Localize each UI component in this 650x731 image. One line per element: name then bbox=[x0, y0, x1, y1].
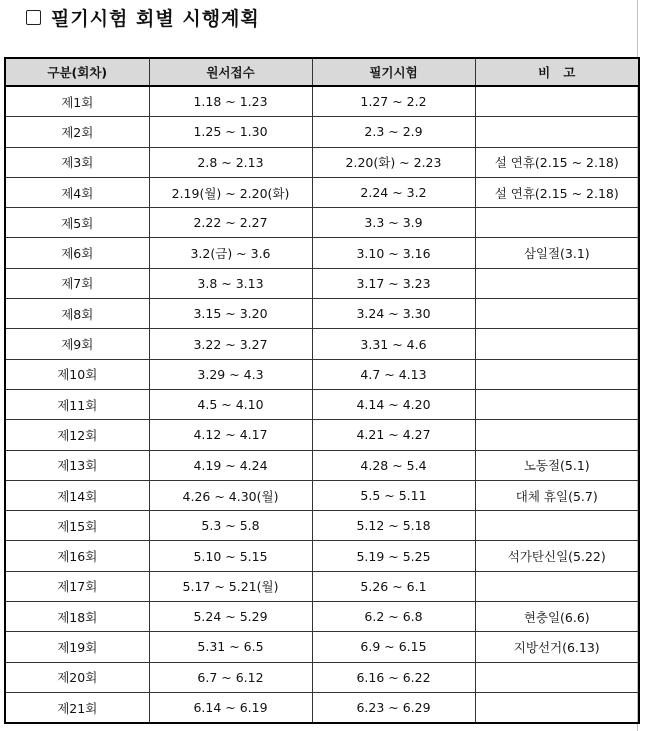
cell-round: 제6회 bbox=[5, 238, 149, 268]
header-note: 비 고 bbox=[475, 58, 639, 86]
cell-application: 5.31 ~ 6.5 bbox=[149, 632, 312, 662]
cell-application: 2.19(월) ~ 2.20(화) bbox=[149, 177, 312, 207]
cell-exam: 3.10 ~ 3.16 bbox=[312, 238, 475, 268]
cell-note bbox=[475, 662, 639, 692]
cell-exam: 4.14 ~ 4.20 bbox=[312, 389, 475, 419]
cell-exam: 6.9 ~ 6.15 bbox=[312, 632, 475, 662]
page-title bbox=[26, 2, 260, 32]
cell-round: 제2회 bbox=[5, 117, 149, 147]
cell-application: 5.17 ~ 5.21(월) bbox=[149, 571, 312, 601]
cell-round: 제3회 bbox=[5, 147, 149, 177]
cell-application: 4.5 ~ 4.10 bbox=[149, 389, 312, 419]
cell-application: 4.12 ~ 4.17 bbox=[149, 420, 312, 450]
checkbox-square-icon bbox=[26, 10, 41, 25]
cell-exam: 3.3 ~ 3.9 bbox=[312, 208, 475, 238]
cell-note: 석가탄신일(5.22) bbox=[475, 541, 639, 571]
cell-note: 현충일(6.6) bbox=[475, 602, 639, 632]
table-row bbox=[5, 662, 639, 692]
cell-note: 대체 휴일(5.7) bbox=[475, 480, 639, 510]
cell-round: 제13회 bbox=[5, 450, 149, 480]
table-row bbox=[5, 450, 639, 480]
cell-round: 제18회 bbox=[5, 602, 149, 632]
cell-exam: 5.19 ~ 5.25 bbox=[312, 541, 475, 571]
cell-exam: 5.5 ~ 5.11 bbox=[312, 480, 475, 510]
table-row bbox=[5, 511, 639, 541]
cell-exam: 3.31 ~ 4.6 bbox=[312, 329, 475, 359]
cell-exam: 6.23 ~ 6.29 bbox=[312, 692, 475, 723]
cell-note: 노동절(5.1) bbox=[475, 450, 639, 480]
table-row bbox=[5, 208, 639, 238]
cell-application: 4.26 ~ 4.30(월) bbox=[149, 480, 312, 510]
table-row bbox=[5, 329, 639, 359]
cell-application: 3.8 ~ 3.13 bbox=[149, 268, 312, 298]
table-row bbox=[5, 632, 639, 662]
cell-round: 제9회 bbox=[5, 329, 149, 359]
cell-exam: 4.21 ~ 4.27 bbox=[312, 420, 475, 450]
cell-note bbox=[475, 571, 639, 601]
header-exam: 필기시험 bbox=[312, 58, 475, 86]
page-title-text: 필기시험 회별 시행계획 bbox=[51, 7, 260, 30]
cell-exam: 3.17 ~ 3.23 bbox=[312, 268, 475, 298]
cell-round: 제4회 bbox=[5, 177, 149, 207]
cell-exam: 6.16 ~ 6.22 bbox=[312, 662, 475, 692]
cell-exam: 5.12 ~ 5.18 bbox=[312, 511, 475, 541]
table-row bbox=[5, 420, 639, 450]
header-application: 원서접수 bbox=[149, 58, 312, 86]
cell-application: 3.15 ~ 3.20 bbox=[149, 299, 312, 329]
cell-application: 4.19 ~ 4.24 bbox=[149, 450, 312, 480]
table-row bbox=[5, 359, 639, 389]
cell-note bbox=[475, 420, 639, 450]
cell-application: 5.10 ~ 5.15 bbox=[149, 541, 312, 571]
table-row bbox=[5, 389, 639, 419]
cell-note: 설 연휴(2.15 ~ 2.18) bbox=[475, 147, 639, 177]
cell-note bbox=[475, 299, 639, 329]
cell-note bbox=[475, 511, 639, 541]
cell-round: 제12회 bbox=[5, 420, 149, 450]
table-row bbox=[5, 480, 639, 510]
cell-round: 제21회 bbox=[5, 692, 149, 723]
cell-note bbox=[475, 208, 639, 238]
table-row bbox=[5, 268, 639, 298]
table-header-row bbox=[5, 58, 639, 86]
cell-round: 제16회 bbox=[5, 541, 149, 571]
table-row bbox=[5, 117, 639, 147]
cell-note bbox=[475, 692, 639, 723]
cell-application: 3.2(금) ~ 3.6 bbox=[149, 238, 312, 268]
cell-application: 5.3 ~ 5.8 bbox=[149, 511, 312, 541]
cell-round: 제11회 bbox=[5, 389, 149, 419]
cell-note bbox=[475, 268, 639, 298]
cell-application: 6.7 ~ 6.12 bbox=[149, 662, 312, 692]
cell-note bbox=[475, 389, 639, 419]
cell-round: 제20회 bbox=[5, 662, 149, 692]
cell-note: 설 연휴(2.15 ~ 2.18) bbox=[475, 177, 639, 207]
cell-round: 제15회 bbox=[5, 511, 149, 541]
table-row bbox=[5, 602, 639, 632]
cell-exam: 2.20(화) ~ 2.23 bbox=[312, 147, 475, 177]
cell-round: 제14회 bbox=[5, 480, 149, 510]
cell-note: 삼일절(3.1) bbox=[475, 238, 639, 268]
cell-application: 1.18 ~ 1.23 bbox=[149, 86, 312, 117]
header-round: 구분(회차) bbox=[5, 58, 149, 86]
cell-application: 5.24 ~ 5.29 bbox=[149, 602, 312, 632]
table-row bbox=[5, 238, 639, 268]
table-row bbox=[5, 177, 639, 207]
cell-round: 제5회 bbox=[5, 208, 149, 238]
cell-application: 3.22 ~ 3.27 bbox=[149, 329, 312, 359]
cell-exam: 5.26 ~ 6.1 bbox=[312, 571, 475, 601]
cell-round: 제10회 bbox=[5, 359, 149, 389]
table-row bbox=[5, 571, 639, 601]
table-row bbox=[5, 299, 639, 329]
table-row bbox=[5, 147, 639, 177]
cell-round: 제8회 bbox=[5, 299, 149, 329]
cell-application: 6.14 ~ 6.19 bbox=[149, 692, 312, 723]
table-row bbox=[5, 86, 639, 117]
cell-note bbox=[475, 117, 639, 147]
cell-application: 2.22 ~ 2.27 bbox=[149, 208, 312, 238]
cell-note bbox=[475, 329, 639, 359]
cell-round: 제19회 bbox=[5, 632, 149, 662]
cell-exam: 1.27 ~ 2.2 bbox=[312, 86, 475, 117]
exam-schedule-table bbox=[4, 57, 640, 724]
cell-round: 제1회 bbox=[5, 86, 149, 117]
cell-note bbox=[475, 86, 639, 117]
cell-exam: 4.7 ~ 4.13 bbox=[312, 359, 475, 389]
table-row bbox=[5, 692, 639, 723]
cell-exam: 6.2 ~ 6.8 bbox=[312, 602, 475, 632]
cell-exam: 4.28 ~ 5.4 bbox=[312, 450, 475, 480]
table-row bbox=[5, 541, 639, 571]
cell-note: 지방선거(6.13) bbox=[475, 632, 639, 662]
cell-note bbox=[475, 359, 639, 389]
cell-exam: 2.24 ~ 3.2 bbox=[312, 177, 475, 207]
cell-application: 3.29 ~ 4.3 bbox=[149, 359, 312, 389]
cell-round: 제17회 bbox=[5, 571, 149, 601]
cell-application: 1.25 ~ 1.30 bbox=[149, 117, 312, 147]
cell-exam: 2.3 ~ 2.9 bbox=[312, 117, 475, 147]
cell-round: 제7회 bbox=[5, 268, 149, 298]
cell-exam: 3.24 ~ 3.30 bbox=[312, 299, 475, 329]
cell-application: 2.8 ~ 2.13 bbox=[149, 147, 312, 177]
